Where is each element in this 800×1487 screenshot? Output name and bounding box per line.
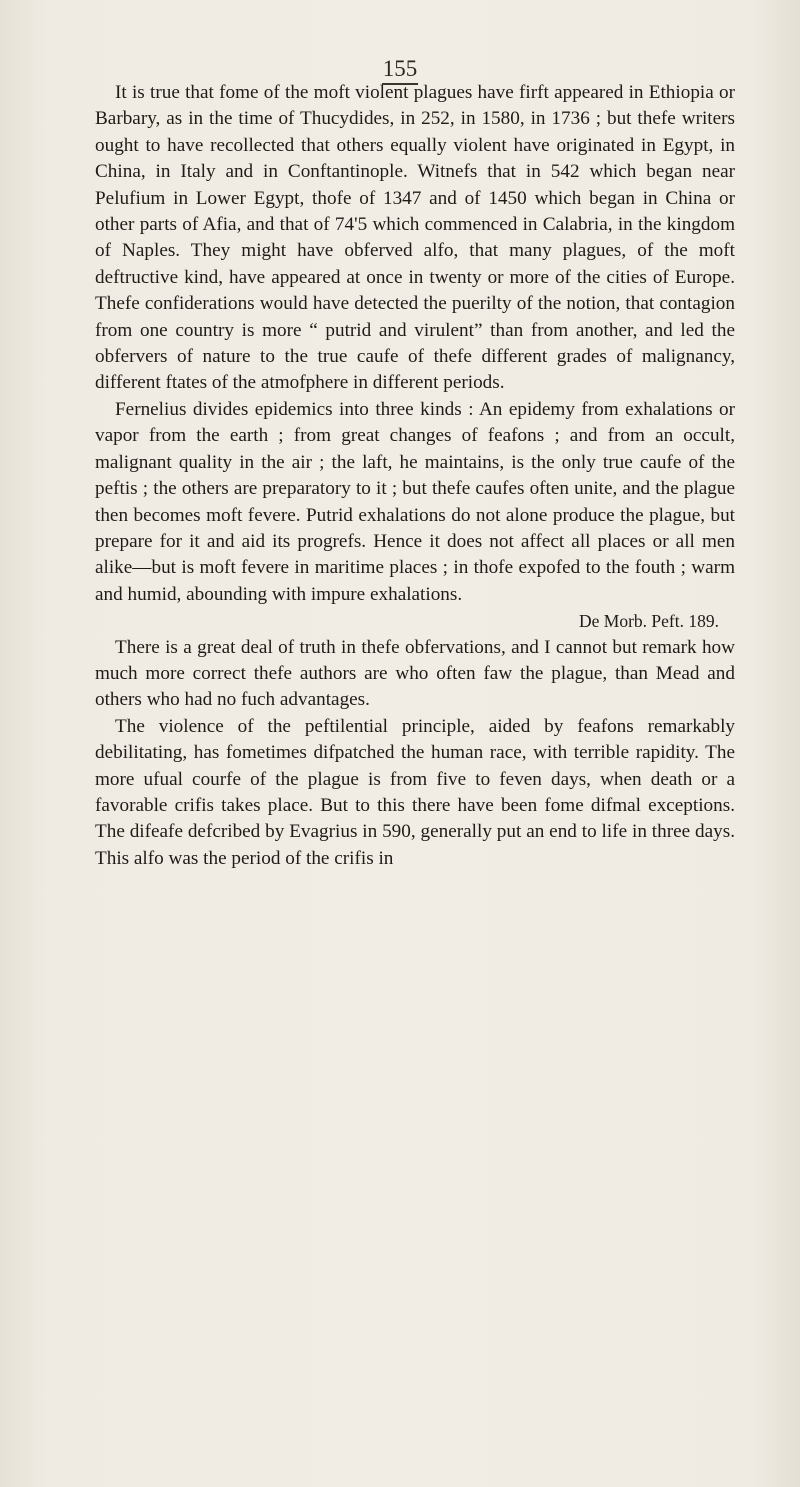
body-text <box>95 80 735 872</box>
paragraph-violence: The violence of the peftilential principle, aided by feafons remarkably debilitating, has fometimes difpatched the human race, with terrible rapidity. The more ufual courfe of the plague is from five to feven days, when death or a favorable crifis takes place. But to this there have been fome difmal exceptions. The difeafe defcribed by Evagrius in 590, generally put an end to life in three days. This alfo was the period of the crifis in <box>95 715 735 869</box>
page-number: 155 <box>382 56 418 81</box>
paragraph-fernelius: Fernelius divides epidemics into three kinds : An epidemy from exhalations or vapor from the earth ; from great changes of feafons ; and from an occult, malignant quality in the air ; the laft, he maintains, is the only true caufe of the peftis ; the others are preparatory to it ; but thefe caufes often unite, and the plague then becomes moft fevere. Putrid exhalations do not alone produce the plague, but prepare for it and aid its progrefs. Hence it does not affect all places or all men alike—but is moft fevere in maritime places ; in thofe expofed to the fouth ; warm and humid, abounding with impure exhalations. <box>95 398 735 605</box>
paragraph-observations: There is a great deal of truth in thefe obfervations, and I cannot but remark how much more correct thefe authors are who often faw the plague, than Mead and others who had no fuch advantages. <box>95 636 735 711</box>
paragraph-origins: It is true that fome of the moft violent plagues have firft appeared in Ethiopia or Barbary, as in the time of Thucydides, in 252, in 1580, in 1736 ; but thefe writers ought to have recollected that others equally violent have originated in Egypt, in China, in Italy and in Conftantinople. Witnefs that in 542 which began near Pelufium in Lower Egypt, thofe of 1347 and of 1450 which began in China or other parts of Afia, and that of 74'5 which commenced in Calabria, in the kingdom of Naples. They might have obferved alfo, that many plagues, of the moft deftructive kind, have appeared at once in twenty or more of the cities of Europe. Thefe confiderations would have detected the puerilty of the notion, that contagion from one country is more “ putrid and virulent” than from another, and led the obfervers of nature to the true caufe of thefe different grades of malignancy, different ftates of the atmofphere in different periods. <box>95 82 735 394</box>
citation: De Morb. Peft. 189. <box>579 611 719 632</box>
